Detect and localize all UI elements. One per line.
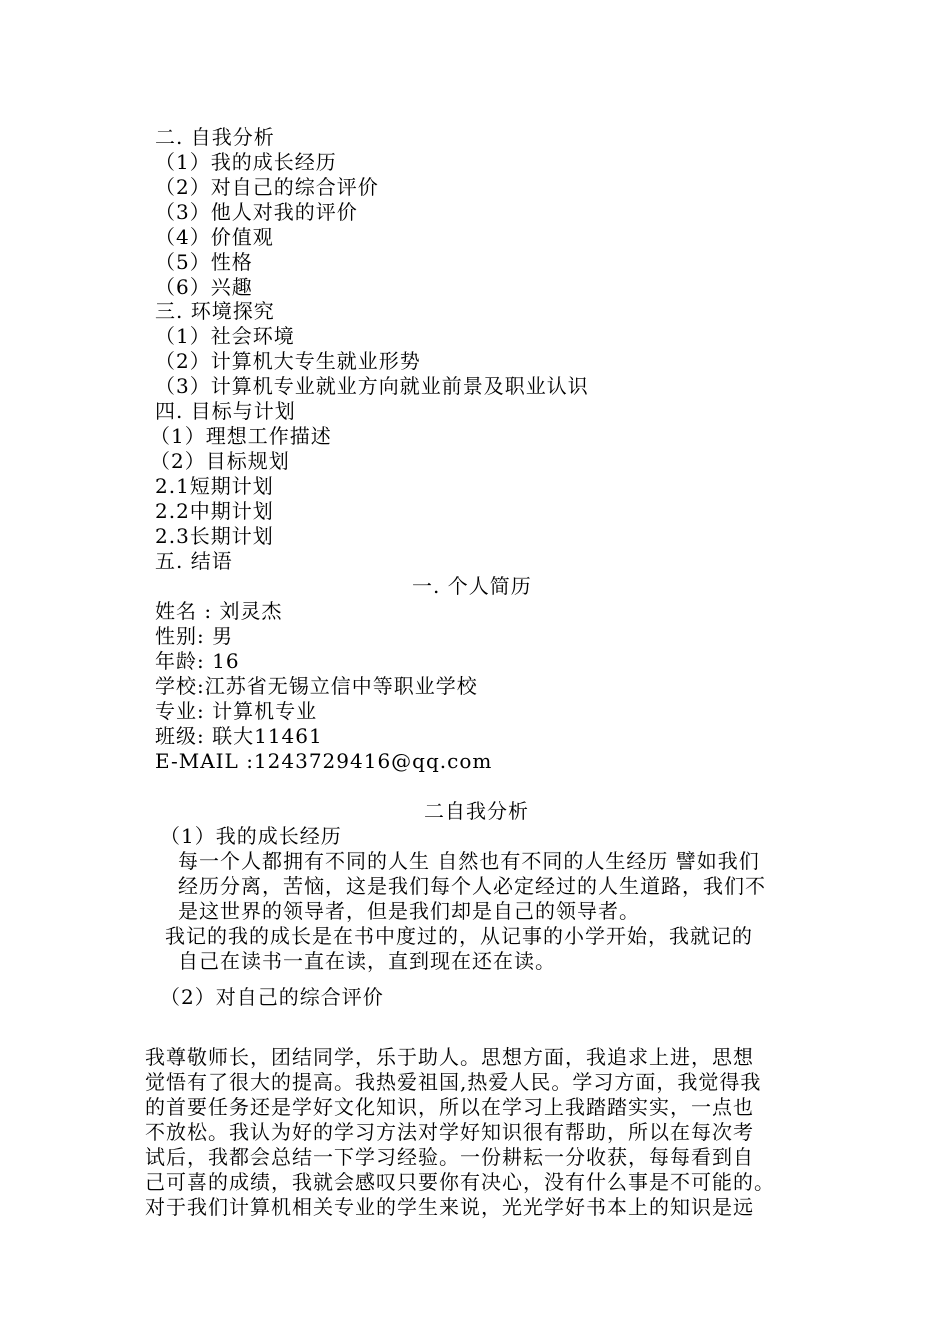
toc-item: 2.3长期计划 xyxy=(155,524,274,548)
toc-item: （1）我的成长经历 xyxy=(155,150,337,174)
toc-item: （4）价值观 xyxy=(155,225,274,249)
subheading-self-evaluation: （2）对自己的综合评价 xyxy=(160,985,384,1009)
resume-class: 班级: 联大11461 xyxy=(155,724,323,748)
toc-item: （1）社会环境 xyxy=(155,324,295,348)
subheading-growth: （1）我的成长经历 xyxy=(160,824,342,848)
toc-item: 2.2中期计划 xyxy=(155,499,274,523)
toc-item: 二. 自我分析 xyxy=(155,125,275,149)
paragraph-line: 是这世界的领导者，但是我们却是自己的领导者。 xyxy=(178,899,640,923)
paragraph-line: 每一个人都拥有不同的人生 自然也有不同的人生经历 譬如我们 xyxy=(178,849,760,873)
paragraph-line: 我记的我的成长是在书中度过的，从记事的小学开始，我就记的 xyxy=(165,924,753,948)
paragraph-line: 对于我们计算机相关专业的学生来说，光光学好书本上的知识是远 xyxy=(145,1195,754,1219)
resume-name: 姓名 : 刘灵杰 xyxy=(155,599,283,623)
section-heading-resume: 一. 个人简历 xyxy=(412,574,532,598)
paragraph-line: 的首要任务还是学好文化知识，所以在学习上我踏踏实实，一点也 xyxy=(145,1095,754,1119)
toc-item: （1）理想工作描述 xyxy=(150,424,332,448)
toc-item: 四. 目标与计划 xyxy=(155,399,296,423)
toc-item: （3）他人对我的评价 xyxy=(155,200,358,224)
toc-item: （5）性格 xyxy=(155,250,253,274)
toc-item: （3）计算机专业就业方向就业前景及职业认识 xyxy=(155,374,589,398)
paragraph-line: 试后，我都会总结一下学习经验。一份耕耘一分收获，每每看到自 xyxy=(145,1145,754,1169)
section-heading-analysis: 二自我分析 xyxy=(424,799,529,823)
resume-email: E-MAIL :1243729416@qq.com xyxy=(155,749,493,773)
toc-item: （2）计算机大专生就业形势 xyxy=(155,349,421,373)
toc-item: （2）对自己的综合评价 xyxy=(155,175,379,199)
toc-item: （6）兴趣 xyxy=(155,275,253,299)
paragraph-line: 觉悟有了很大的提高。我热爱祖国,热爱人民。学习方面，我觉得我 xyxy=(145,1070,762,1094)
toc-item: 三. 环境探究 xyxy=(155,299,275,323)
toc-item: 五. 结语 xyxy=(155,549,233,573)
paragraph-line: 我尊敬师长，团结同学，乐于助人。思想方面，我追求上进，思想 xyxy=(145,1045,754,1069)
paragraph-line: 自己在读书一直在读，直到现在还在读。 xyxy=(178,949,556,973)
toc-item: （2）目标规划 xyxy=(150,449,290,473)
toc-item: 2.1短期计划 xyxy=(155,474,274,498)
resume-age: 年龄: 16 xyxy=(155,649,240,673)
paragraph-line: 经历分离，苦恼，这是我们每个人必定经过的人生道路，我们不 xyxy=(178,874,766,898)
paragraph-line: 不放松。我认为好的学习方法对学好知识很有帮助，所以在每次考 xyxy=(145,1120,754,1144)
resume-school: 学校:江苏省无锡立信中等职业学校 xyxy=(155,674,478,698)
resume-major: 专业: 计算机专业 xyxy=(155,699,318,723)
resume-gender: 性别: 男 xyxy=(155,624,234,648)
paragraph-line: 己可喜的成绩，我就会感叹只要你有决心，没有什么事是不可能的。 xyxy=(145,1170,775,1194)
